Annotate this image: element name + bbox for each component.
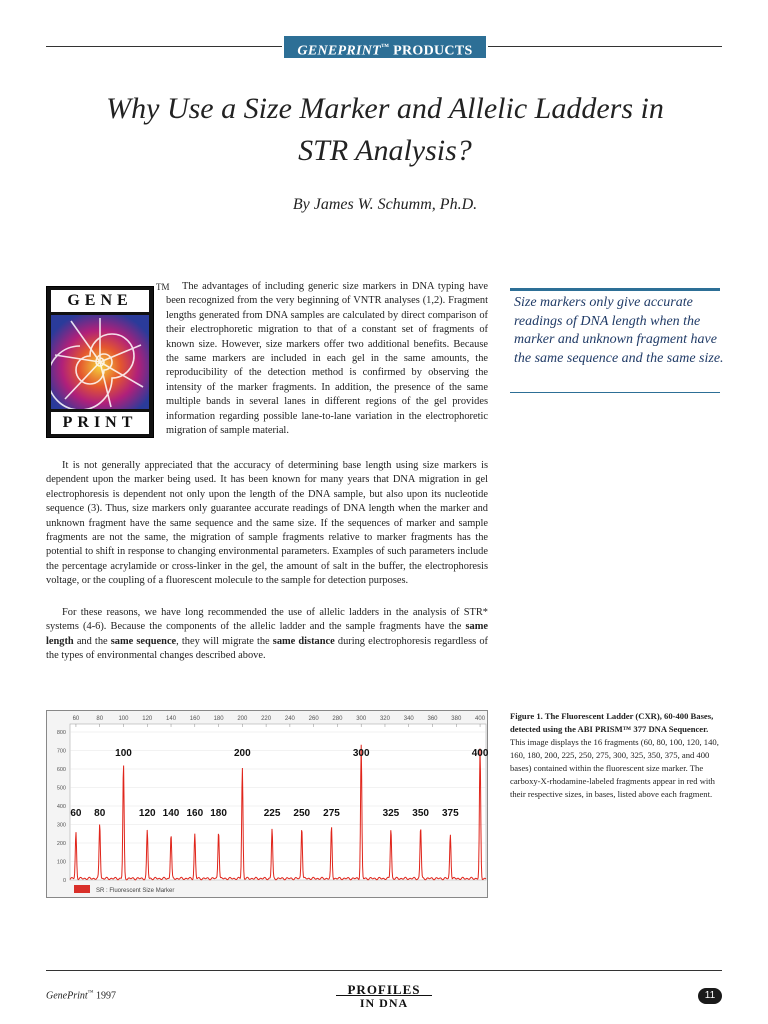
x-tick-140: 140	[166, 716, 177, 722]
pullquote-rule-top	[510, 288, 720, 291]
x-tick-300: 300	[356, 716, 367, 722]
peak-label-200: 200	[233, 748, 251, 759]
peak-label-325: 325	[382, 808, 400, 819]
y-tick-600: 600	[56, 767, 66, 773]
header-rule-left	[46, 46, 282, 47]
byline: By James W. Schumm, Ph.D.	[292, 196, 478, 213]
peak-label-120: 120	[138, 808, 156, 819]
nautilus-shell-icon	[51, 315, 149, 409]
peak-label-80: 80	[94, 808, 106, 819]
electropherogram-chart	[46, 710, 488, 898]
x-tick-400: 400	[475, 716, 486, 722]
x-tick-260: 260	[308, 716, 319, 722]
p3-text-d: , they will migrate the	[176, 635, 273, 647]
page-number: 11	[698, 988, 722, 1004]
tm-mark: ™	[381, 42, 390, 51]
brand-name: GENEPRINT	[297, 43, 382, 59]
profiles-in-dna-logo	[336, 984, 432, 1012]
geneprint-logo	[46, 286, 154, 438]
paragraph-1: The advantages of including generic size markers in DNA typing have been recognized from the very beginning of VNTR analyses (1,2). Fragment lengths generated from DNA samples are calculated by direct comparison of their electrophoretic migration to that of a constant set of fragments of known size. However, size markers offer two additional benefits. Because the same markers are included in each gel in the same amounts, the reproducibility of the detection method is confirmed by observing the intensity of the marker fragments. In addition, the presence of the same multiple bands in several lanes in different regions of the gel provides information regarding possible lane-to-lane variation in the electrophoretic migration of sample material.	[166, 281, 488, 437]
figure-caption	[510, 710, 720, 801]
y-tick-100: 100	[56, 859, 66, 866]
peak-label-350: 350	[412, 808, 429, 819]
logo2-top: PROFILES	[336, 984, 432, 996]
logo-bottom-text: PRINT	[51, 412, 149, 434]
x-tick-240: 240	[284, 716, 295, 722]
peak-label-400: 400	[471, 748, 488, 759]
paragraph-3	[46, 606, 488, 664]
peak-label-250: 250	[293, 808, 311, 819]
x-tick-60: 60	[72, 716, 80, 722]
legend-label: SR : Fluorescent Size Marker	[96, 888, 175, 894]
pullquote-rule-bottom	[510, 392, 720, 393]
p3-bold-2: same sequence	[110, 635, 177, 647]
peak-label-225: 225	[263, 808, 281, 819]
logo2-bottom: IN DNA	[359, 996, 409, 1010]
y-tick-0: 0	[62, 878, 66, 884]
y-tick-300: 300	[56, 822, 66, 829]
header-rule-right	[488, 46, 722, 47]
y-tick-labels	[57, 730, 66, 884]
peak-label-100: 100	[115, 748, 132, 759]
caption-bold: Figure 1. The Fluorescent Ladder (CXR), 60-400 Bases, detected using the ABI PRISM™ 377 DNA Sequencer.	[510, 711, 714, 734]
peak-label-180: 180	[210, 808, 227, 819]
x-tick-340: 340	[403, 716, 414, 722]
logo-top-text: GENE	[51, 290, 149, 312]
x-tick-280: 280	[332, 716, 343, 722]
footer-year: 1997	[96, 990, 117, 1002]
p3-text-a: For these reasons, we have long recommended the use of allelic ladders in the analysis of STR* systems (4-6). Because the components of the allelic ladder and the sample fragments have the	[46, 607, 488, 633]
pullquote: Size markers only give accurate readings of DNA length when the marker and unknown fragment have the same sequence and the same size.	[514, 295, 724, 366]
plot-area	[70, 724, 486, 880]
y-tick-500: 500	[56, 785, 66, 792]
x-tick-120: 120	[142, 716, 153, 722]
peak-label-140: 140	[162, 808, 180, 819]
x-tick-220: 220	[261, 716, 272, 722]
p3-bold-1: same length	[46, 621, 488, 647]
peak-label-375: 375	[441, 808, 459, 819]
peak-label-275: 275	[323, 808, 340, 819]
p3-bold-3: same distance	[272, 635, 335, 647]
section-name: PRODUCTS	[393, 43, 473, 59]
footer-brand: GenePrint	[46, 990, 88, 1002]
x-tick-360: 360	[427, 716, 438, 722]
article-title: Why Use a Size Marker and Allelic Ladders in STR Analysis?	[106, 92, 664, 167]
peak-label-160: 160	[186, 808, 204, 819]
y-tick-400: 400	[56, 804, 66, 810]
x-tick-180: 180	[213, 716, 224, 722]
p3-text-e: during electrophoresis regardless of the types of environmental changes described above.	[46, 635, 488, 662]
x-tick-80: 80	[96, 716, 104, 722]
logo-tm-mark: TM	[156, 282, 170, 292]
x-tick-160: 160	[189, 716, 200, 722]
peak-label-300: 300	[352, 748, 370, 759]
footer-rule	[46, 970, 722, 971]
caption-text: This image displays the 16 fragments (60, 80, 100, 120, 140, 160, 180, 200, 225, 250, 275, 300, 325, 350, 375, and 400 bases) contained within the fluorescent size marker. The carboxy-X-rhodamine-labeled fragments appear in red with their respective sizes, in bases, listed above each fragment.	[510, 737, 719, 799]
legend-swatch	[74, 885, 90, 893]
peak-label-60: 60	[70, 808, 82, 819]
p3-text-c: and the	[73, 635, 111, 647]
y-tick-700: 700	[56, 748, 66, 755]
section-badge	[284, 36, 486, 58]
x-tick-380: 380	[451, 716, 462, 722]
footer-tm: ™	[87, 990, 94, 996]
x-tick-100: 100	[118, 716, 129, 722]
y-tick-200: 200	[56, 841, 66, 847]
paragraph-2: It is not generally appreciated that the accuracy of determining base length using size markers is dependent upon the marker being used. It has been known for many years that DNA migration in gel electrophoresis is dependent not only upon the length of the DNA sample, but also upon its nucleotide sequence (3). Thus, size markers only guarantee accurate readings of DNA length when the marker and unknown fragment have the same sequence and the same size. If the sequences of marker and sample fragments are not the same, the migration of sample fragments relative to marker fragments has the potential to shift in response to changing environmental parameters. Examples of such parameters include the percentage acrylamide or cross-linker in the gel, the amount of salt in the buffer, the electrophoresis voltage, or the coupling of a fluorescent molecule to the sample for detection purposes.	[46, 460, 488, 587]
y-tick-800: 800	[56, 730, 66, 736]
x-tick-320: 320	[379, 716, 390, 722]
footer-left	[46, 990, 116, 1001]
x-tick-200: 200	[237, 716, 248, 722]
